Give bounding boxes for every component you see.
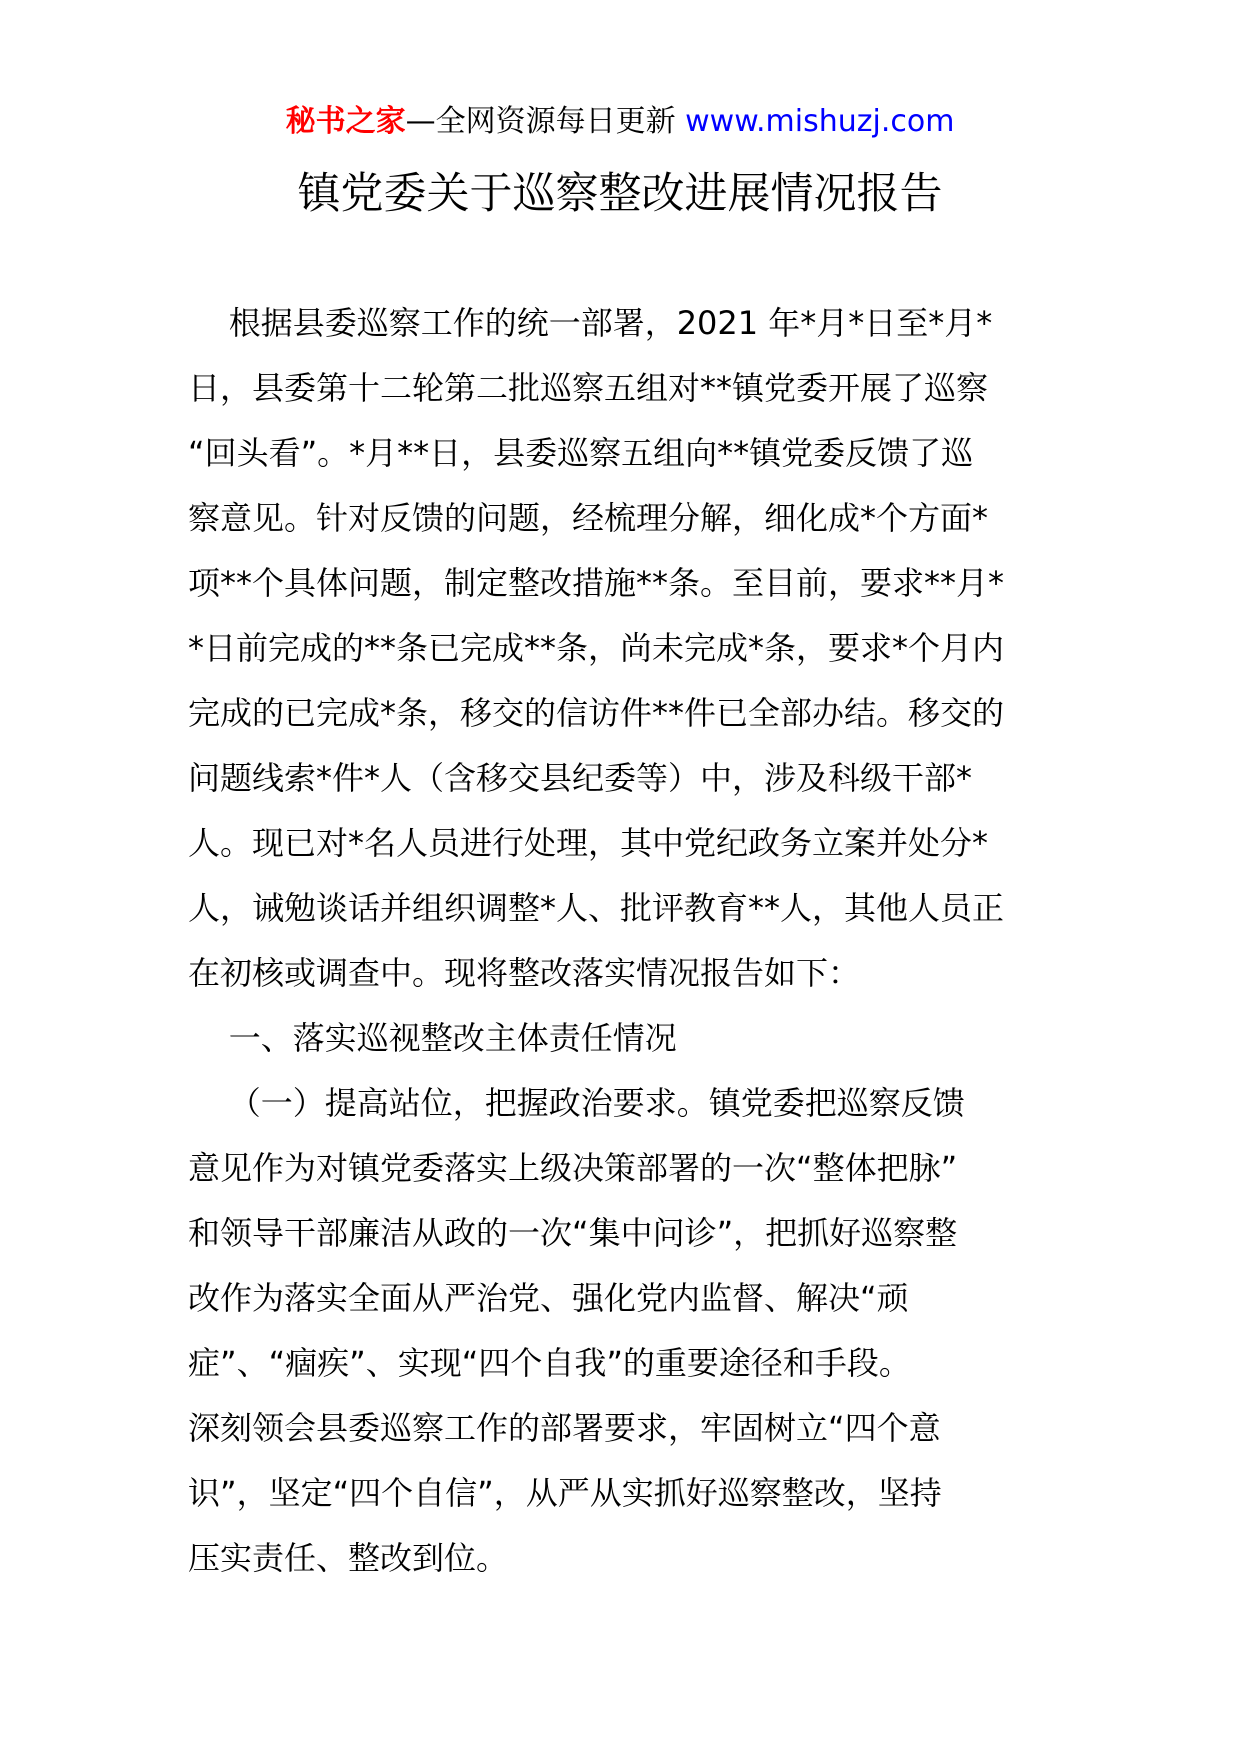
body-line: 日，县委第十二轮第二批巡察五组对**镇党委开展了巡察: [188, 369, 989, 407]
site-banner: [0, 102, 1240, 142]
document-body: [188, 291, 1058, 1591]
site-url-link[interactable]: www.mishuzj.com: [685, 104, 955, 139]
body-line: 和领导干部廉洁从政的一次“集中问诊”，把抓好巡察整: [188, 1214, 958, 1252]
body-line: 项**个具体问题，制定整改措施**条。至目前，要求**月*: [188, 564, 1005, 602]
body-line: 识”，坚定“四个自信”，从严从实抓好巡察整改，坚持: [188, 1474, 942, 1512]
document-title: 镇党委关于巡察整改进展情况报告: [297, 169, 943, 219]
body-line: 症”、“痼疾”、实现“四个自我”的重要途径和手段。: [188, 1344, 911, 1382]
body-line: “回头看”。*月**日，县委巡察五组向**镇党委反馈了巡: [188, 434, 974, 472]
body-line: 问题线索*件*人（含移交县纪委等）中，涉及科级干部*: [188, 759, 973, 797]
body-line: 在初核或调查中。现将整改落实情况报告如下：: [188, 954, 861, 992]
body-line: 意见作为对镇党委落实上级决策部署的一次“整体把脉”: [188, 1149, 958, 1187]
body-line: 根据县委巡察工作的统一部署，2021 年*月*日至*月*: [188, 304, 993, 342]
body-line: （一）提高站位，把握政治要求。镇党委把巡察反馈: [188, 1084, 965, 1122]
banner-tagline: —全网资源每日更新: [405, 104, 686, 139]
brand-name: 秘书之家: [285, 104, 406, 139]
body-line: 改作为落实全面从严治党、强化党内监督、解决“顽: [188, 1279, 909, 1317]
body-line: 压实责任、整改到位。: [188, 1539, 509, 1577]
body-line: *日前完成的**条已完成**条，尚未完成*条，要求*个月内: [188, 629, 1005, 667]
body-line: 察意见。针对反馈的问题，经梳理分解，细化成*个方面*: [188, 499, 989, 537]
body-line: 人，诫勉谈话并组织调整*人、批评教育**人，其他人员正: [188, 889, 1005, 927]
body-line: 人。现已对*名人员进行处理，其中党纪政务立案并处分*: [188, 824, 989, 862]
body-line: 完成的已完成*条，移交的信访件**件已全部办结。移交的: [188, 694, 1005, 732]
body-line: 深刻领会县委巡察工作的部署要求，牢固树立“四个意: [188, 1409, 941, 1447]
section-heading: 一、落实巡视整改主体责任情况: [188, 1019, 677, 1057]
